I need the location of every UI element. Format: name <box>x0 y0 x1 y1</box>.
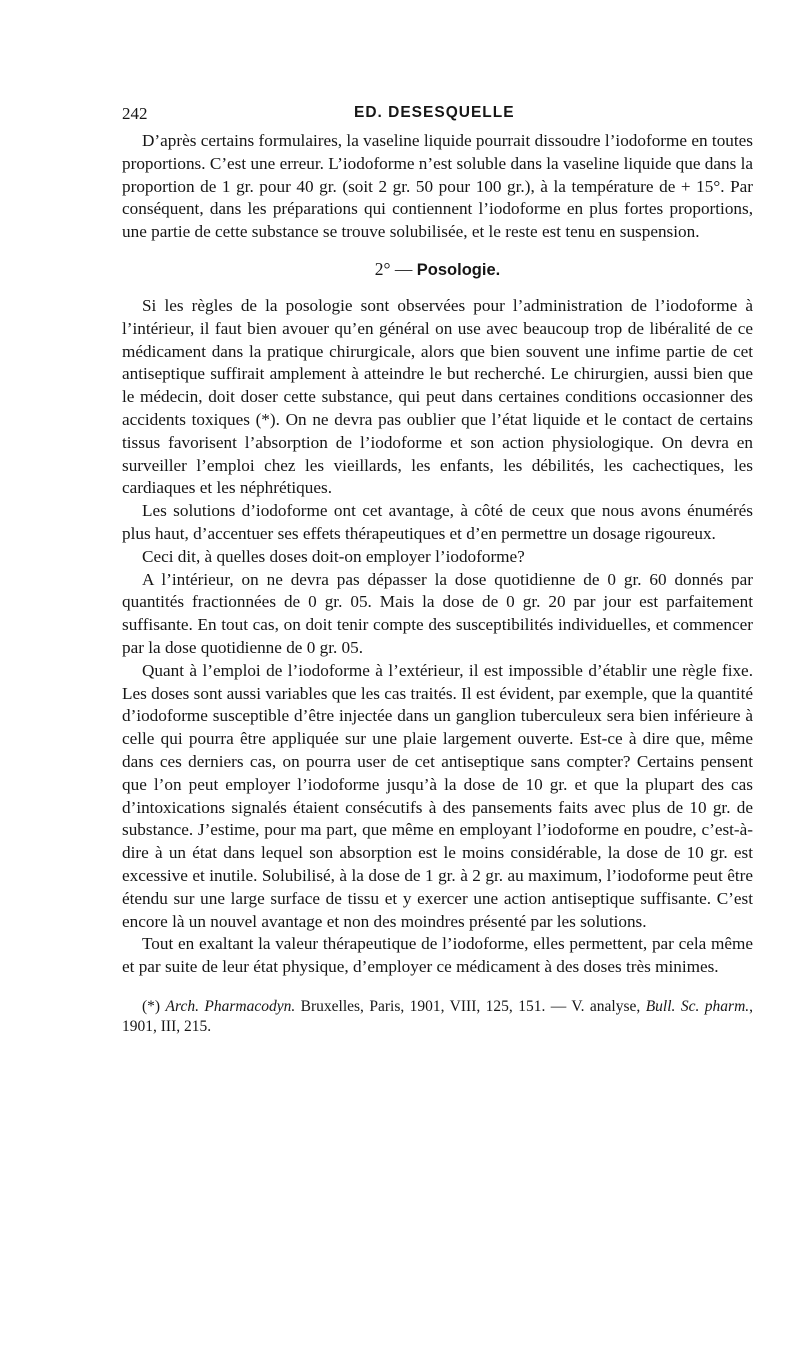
section-dash: — <box>394 258 413 279</box>
paragraph-posology-rules: Si les règles de la posologie sont observées pour l’administration de l’iodoforme à l’intérieur, il faut bien avouer qu’en général on use avec beaucoup trop de libéralité de ce médicament dans la pratique chirurgicale, alors que bien souvent une infime partie de cet antiseptique suffirait amplement à atteindre le but recherché. Le chirurgien, aussi bien que le médecin, doit doser cette substance, qui peut dans certaines conditions occasionner des accidents toxiques (*). On ne devra pas oublier que l’état liquide et le contact de certains tissus favorisent l’absorption de l’iodoforme et son action physiologique. On devra en surveiller l’emploi chez les vieillards, les enfants, les débilités, les cachectiques, les cardiaques et les néphrétiques. <box>122 295 753 498</box>
footnote-marker: (*) <box>142 997 161 1015</box>
running-title: ED. DESESQUELLE <box>354 104 515 121</box>
paragraph-external-use: Quant à l’emploi de l’iodoforme à l’extérieur, il est impossible d’établir une règle fixe. Les doses sont aussi variables que les cas traités. Il est évident, par exemple, que la quantité d’iodoforme susceptible d’être injectée dans un ganglion tuberculeux sera bien inférieure à celle qui pourra être appliquée sur une plaie largement ouverte. Est-ce à dire que, même dans ces derniers cas, on pourra user de cet antiseptique sans compter? Certains pensent que l’on peut employer l’iodoforme jusqu’à la dose de 10 gr. et que la plupart des cas d’intoxications signalés étaient consécutifs à des pansements faits avec plus de 10 gr. de substance. J’estime, pour ma part, que même en employant l’iodoforme en poudre, c’est-à-dire à un état dans lequel son absorption est le moins considérable, la dose de 10 gr. est excessive et inutile. Solubilisé, à la dose de 1 gr. à 2 gr. au maximum, l’iodoforme peut être étendu sur une large surface de tissu et y exercer une action antiseptique suffisante. C’est encore là un nouvel avantage et non des moindres présenté par les solutions. <box>122 660 753 931</box>
running-head <box>122 100 753 130</box>
footnote-ref-details: , 1901, III, 215. <box>122 997 754 1035</box>
footnote-ref-journal: Bull. Sc. pharm. <box>645 997 750 1015</box>
paragraph-dose-question: Ceci dit, à quelles doses doit-on employer l’iodoforme? <box>142 546 525 566</box>
footnote-journal: Arch. Pharmacodyn. <box>165 997 296 1015</box>
section-title: Posologie. <box>416 260 501 279</box>
footnote <box>122 997 753 1037</box>
paragraph-conclusion: Tout en exaltant la valeur thérapeutique de l’iodoforme, elles permettent, par cela même et par suite de leur état physique, d’employer ce médicament à des doses très minimes. <box>122 934 753 977</box>
paragraph-internal-dose: A l’intérieur, on ne devra pas dépasser la dose quotidienne de 0 gr. 60 donnés par quantités fractionnées de 0 gr. 05. Mais la dose de 0 gr. 20 par jour est parfaitement suffisante. En tout cas, on doit tenir compte des susceptibilités individuelles, et commencer par la dose quotidienne de 0 gr. 05. <box>122 569 753 657</box>
footnote-details: Bruxelles, Paris, 1901, VIII, 125, 151. — V. analyse, <box>300 997 641 1015</box>
section-heading <box>122 258 753 281</box>
page <box>122 100 753 1037</box>
page-number: 242 <box>122 104 148 123</box>
section-number: 2° <box>374 258 391 279</box>
paragraph-vaseline-solubility: D’après certains formulaires, la vaseline liquide pourrait dissoudre l’iodoforme en toutes proportions. C’est une erreur. L’iodoforme n’est soluble dans la vaseline liquide que dans la proportion de 1 gr. pour 40 gr. (soit 2 gr. 50 pour 100 gr.), à la température de + 15°. Par conséquent, dans les préparations qui contiennent l’iodoforme en plus fortes proportions, une partie de cette substance se trouve solubilisée, et le reste est tenu en suspension. <box>122 131 753 242</box>
paragraph-solutions-advantage: Les solutions d’iodoforme ont cet avantage, à côté de ceux que nous avons énumérés plus haut, d’accentuer ses effets thérapeutiques et d’en permettre un dosage rigoureux. <box>122 501 753 543</box>
